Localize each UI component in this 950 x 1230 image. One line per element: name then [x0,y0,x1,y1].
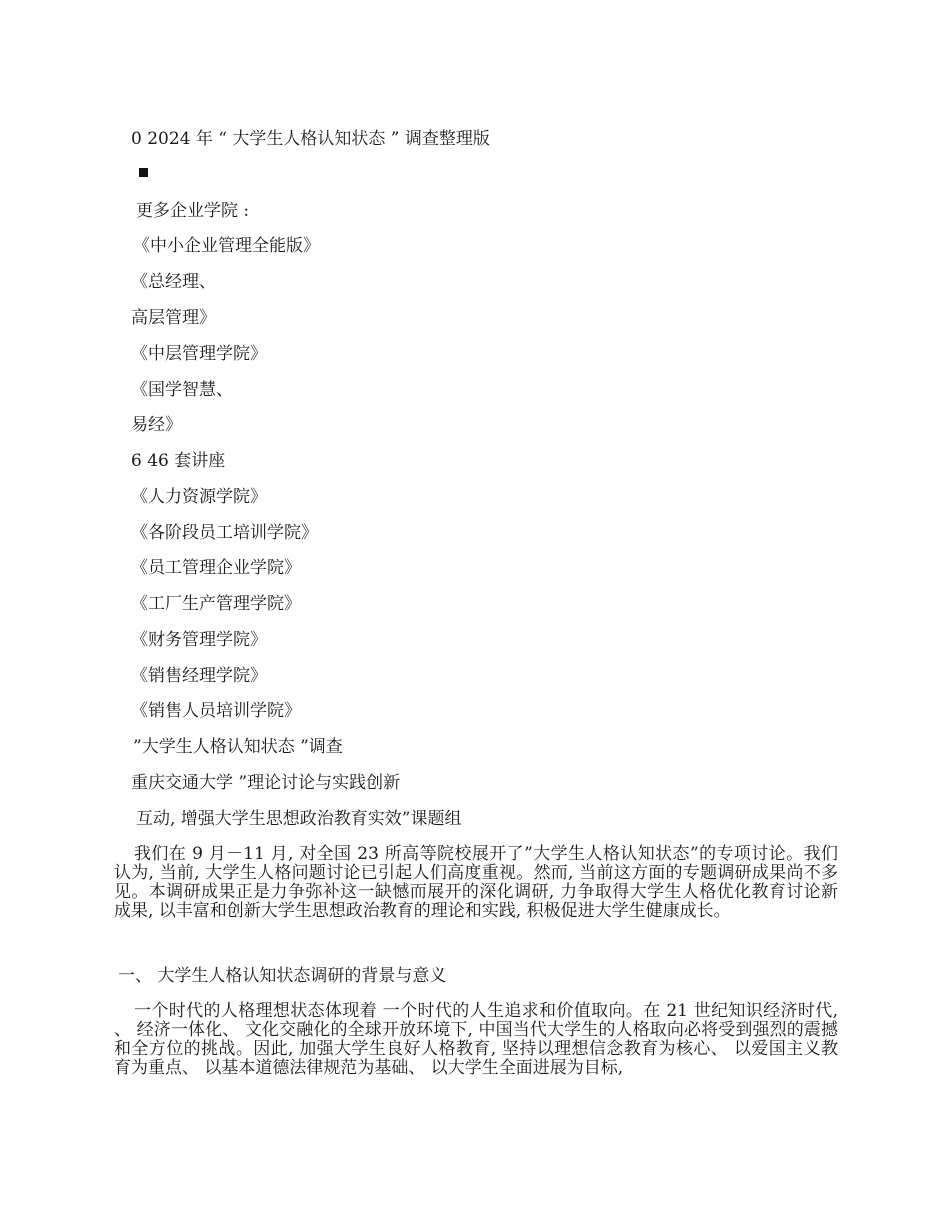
list-line: 《总经理、 [131,272,216,292]
list-line: 易经》 [131,415,182,435]
section-heading: 一、 大学生人格认知状态调研的背景与意义 [118,966,447,986]
list-line: 《中层管理学院》 [131,344,267,364]
list-line: 《销售经理学院》 [131,666,267,686]
list-line: 《各阶段员工培训学院》 [131,523,318,543]
list-line: 《人力资源学院》 [131,487,267,507]
document-title: 0 2024 年 “ 大学生人格认知状态 ” 调查整理版 [131,129,490,149]
body-paragraph: 我们在 9 月－11 月, 对全国 23 所高等院校展开了”大学生人格认知状态”的专项讨论。我们认为, 当前, 大学生人格问题讨论已引起人们高度重视。然而, 当前这方面的专题调研成果尚不多见。本调研成果正是力争弥补这一缺憾而展开的深化调研, 力争取得大学生人格优化教育讨论新成果, 以丰富和创新大学生思想政治教育的理论和实践, 积极促进大学生健康成长。 [114,844,838,921]
list-line: 6 46 套讲座 [131,451,226,471]
list-line: 互动, 增强大学生思想政治教育实效”课题组 [136,809,462,829]
list-line: 高层管理》 [131,308,216,328]
list-line: 《工厂生产管理学院》 [131,594,301,614]
list-line: ”大学生人格认知状态 ”调查 [133,737,343,757]
list-line: 重庆交通大学 ”理论讨论与实践创新 [131,773,401,793]
list-line: 《员工管理企业学院》 [131,558,301,578]
body-paragraph: 一个时代的人格理想状态体现着 一个时代的人生追求和价值取向。在 21 世纪知识经济时代, 、 经济一体化、 文化交融化的全球开放环境下, 中国当代大学生的人格取向必将受到强烈的震撼和全方位的挑战。因此, 加强大学生良好人格教育, 坚持以理想信念教育为核心、 以爱国主义教育为重点、 以基本道德法律规范为基础、 以大学生全面进展为目标, [114,1001,838,1078]
list-line: 《销售人员培训学院》 [131,701,301,721]
list-line: 《国学智慧、 [131,380,233,400]
list-line: 《财务管理学院》 [131,630,267,650]
list-line: 《中小企业管理全能版》 [133,236,320,256]
list-line: 更多企业学院 : [136,201,250,221]
square-bullet-icon [139,168,148,177]
